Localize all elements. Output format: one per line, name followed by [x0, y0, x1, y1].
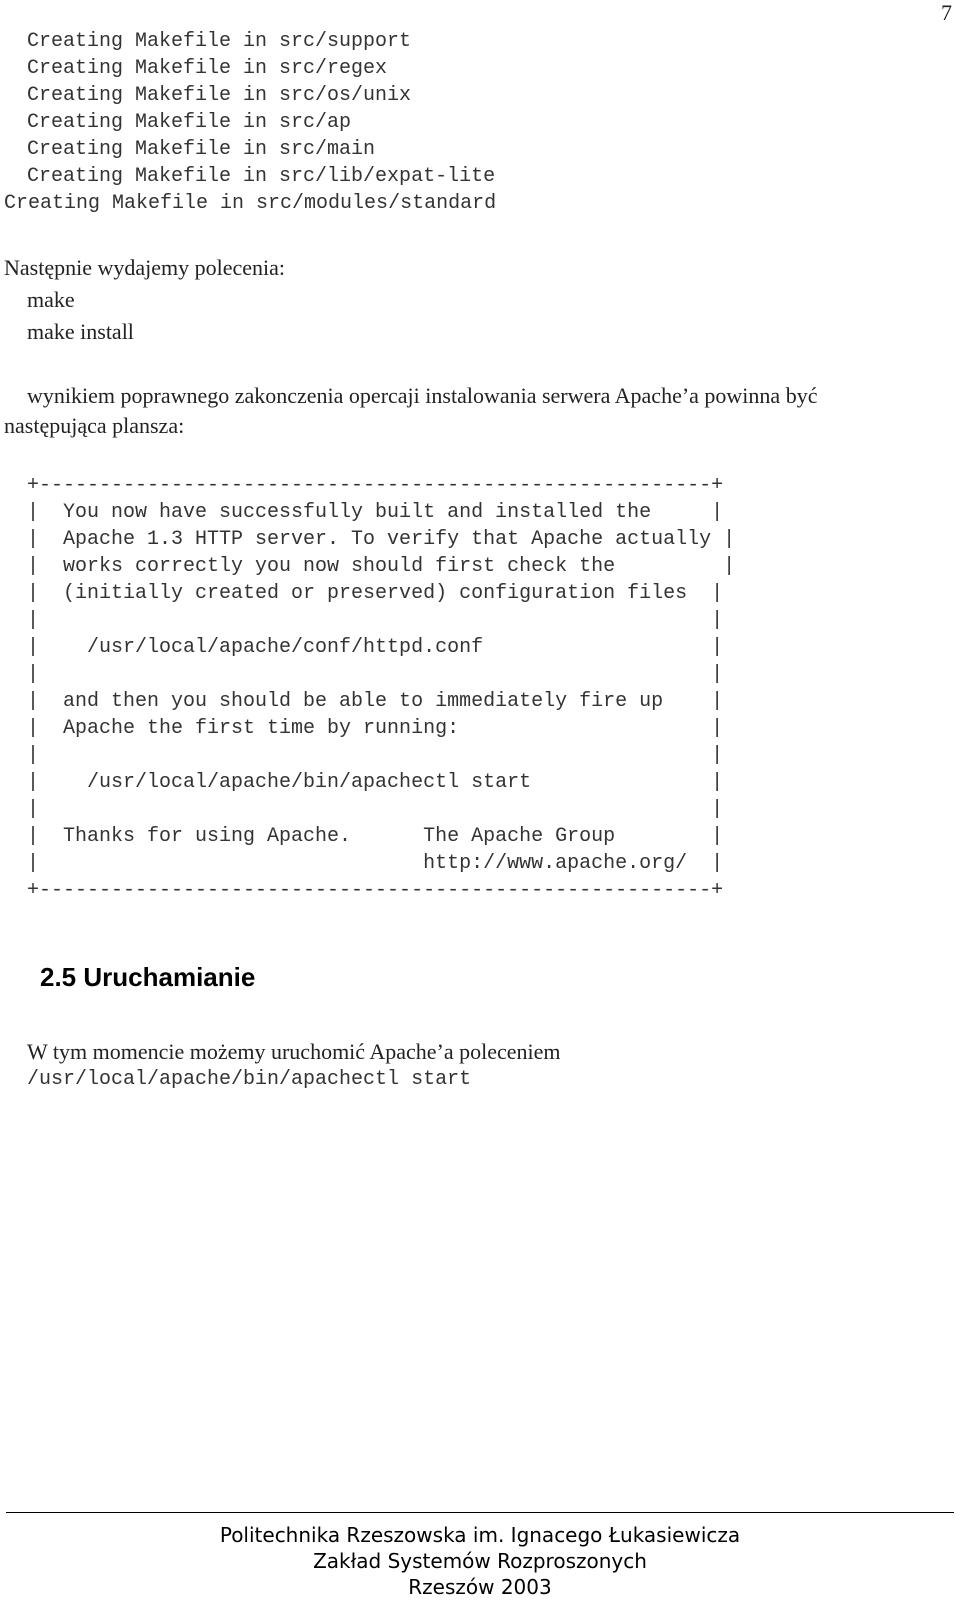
- command-make: make: [27, 287, 75, 312]
- box-line: | /usr/local/apache/bin/apachectl start |: [27, 771, 724, 794]
- makefile-line: Creating Makefile in src/support: [27, 30, 412, 53]
- box-line: | Apache the first time by running: |: [27, 717, 724, 740]
- box-line: +--------------------------------------------------------+: [27, 879, 724, 902]
- box-line: | |: [27, 609, 724, 632]
- run-text: W tym momencie możemy uruchomić Apache’a poleceniem: [27, 1039, 561, 1064]
- footer-line-department: Zakład Systemów Rozproszonych: [313, 1549, 647, 1573]
- makefile-line: Creating Makefile in src/ap: [27, 111, 352, 134]
- commands-intro: Następnie wydajemy polecenia:: [4, 255, 286, 280]
- box-line: | (initially created or preserved) configuration files |: [27, 582, 724, 605]
- section-heading: 2.5 Uruchamianie: [40, 962, 256, 992]
- run-command: /usr/local/apache/bin/apachectl start: [27, 1068, 472, 1091]
- box-line: | |: [27, 798, 724, 821]
- box-line: | Apache 1.3 HTTP server. To verify that Apache actually |: [27, 528, 736, 551]
- box-line: | /usr/local/apache/conf/httpd.conf |: [27, 636, 724, 659]
- box-line: | works correctly you now should first check the |: [27, 555, 736, 578]
- box-line: | |: [27, 744, 724, 767]
- footer-divider: [6, 1512, 954, 1513]
- command-make-install: make install: [27, 319, 134, 344]
- makefile-line: Creating Makefile in src/modules/standard: [4, 192, 497, 215]
- box-line: | http://www.apache.org/ |: [27, 852, 724, 875]
- box-line: | You now have successfully built and installed the |: [27, 501, 724, 524]
- footer: [0, 1522, 960, 1600]
- box-line: | |: [27, 663, 724, 686]
- makefile-line: Creating Makefile in src/main: [27, 138, 376, 161]
- box-line: | and then you should be able to immediately fire up |: [27, 690, 724, 713]
- footer-line-university: Politechnika Rzeszowska im. Ignacego Łukasiewicza: [219, 1523, 741, 1547]
- makefile-line: Creating Makefile in src/regex: [27, 57, 388, 80]
- footer-line-place-year: Rzeszów 2003: [408, 1575, 552, 1599]
- makefile-line: Creating Makefile in src/lib/expat-lite: [27, 165, 496, 188]
- result-text-line-1: wynikiem poprawnego zakonczenia opercaji instalowania serwera Apache’a powinna być: [27, 383, 818, 408]
- box-line: | Thanks for using Apache. The Apache Group |: [27, 825, 724, 848]
- box-line: +--------------------------------------------------------+: [27, 474, 724, 497]
- makefile-line: Creating Makefile in src/os/unix: [27, 84, 412, 107]
- page-number: 7: [941, 0, 952, 25]
- result-text-line-2: następująca plansza:: [4, 413, 185, 438]
